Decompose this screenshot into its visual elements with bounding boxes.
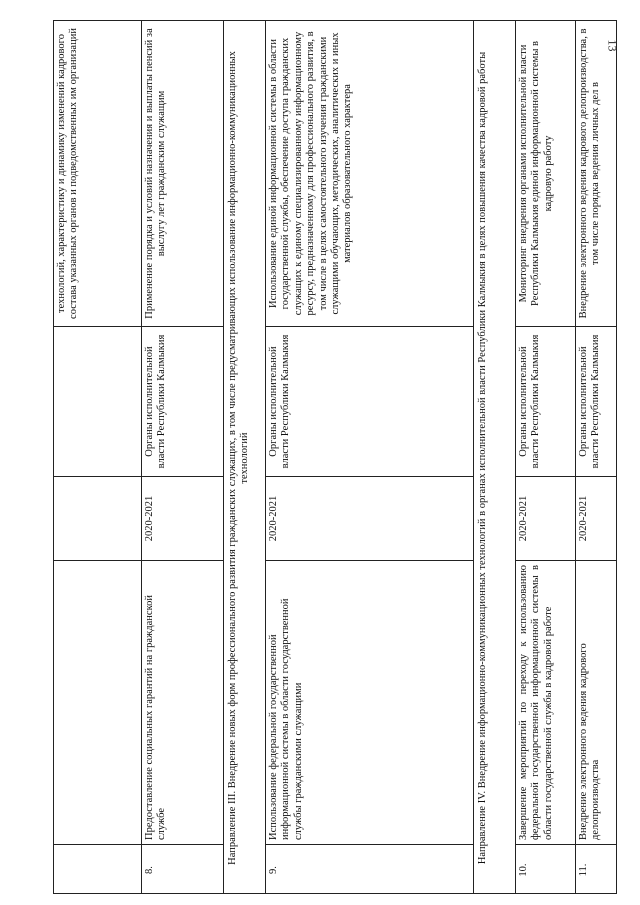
result-text: Использование единой информационной системы в области государственной службы, обеспечение доступа гражданских служащих к единому специализированному информационному ресурсу, предназначенному для профессионального развития, в том числе в целях самостоятельного изучения гражданскими служащими обучающих, методических, аналитических и иных материалов образовательного характера	[266, 21, 473, 327]
section-heading-3: Направление III. Внедрение новых форм профессионального развития гражданских служащих, в том числе предусматривающих использование информационно-коммуникационных технологий	[224, 21, 266, 894]
cell-result: технологий, характеристику и динамику изменений кадрового состава указанных органов и подведомственных им организаций	[54, 21, 141, 327]
table-row-9	[266, 21, 474, 894]
cell-activity	[54, 561, 141, 845]
row-number: 11.	[578, 863, 589, 877]
row-number: 8.	[144, 866, 155, 874]
executor-text: Органы исполнительной власти Республики Калмыкия	[142, 327, 223, 477]
result-text: Мониторинг внедрения органами исполнительной власти Республики Калмыкия единой информационной системы в кадровую работу	[516, 21, 575, 327]
activity-text: Предоставление социальных гарантий на гражданской службе	[142, 561, 223, 845]
activity-text: Завершение мероприятий по переходу к использованию федеральной государственной информационной системы в области государственной службы в кадровой работе	[516, 561, 575, 845]
rotated-table-content	[54, 21, 617, 894]
row-number: 10.	[518, 863, 529, 877]
row-number: 9.	[268, 866, 279, 874]
cell-term	[54, 477, 141, 561]
term-text: 2020-2021	[266, 477, 473, 561]
term-text: 2020-2021	[516, 477, 575, 561]
table-row-8	[142, 21, 224, 894]
cell-executor	[54, 327, 141, 477]
document-table	[53, 20, 617, 894]
table-row-10	[516, 21, 576, 894]
section-heading-4: Направление IV. Внедрение информационно-коммуникационных технологий в органах исполнительной власти Республики Калмыкия в целях повышения качества кадровой работы	[474, 21, 516, 894]
page-number: 13	[605, 39, 620, 52]
term-text: 2020-2021	[576, 477, 617, 561]
executor-text: Органы исполнительной власти Республики Калмыкия	[516, 327, 575, 477]
result-text: Применение порядка и условий назначения и выплаты пенсий за выслугу лет гражданским служащим	[142, 21, 223, 327]
activity-text: Внедрение электронного ведения кадрового делопроизводства	[576, 561, 617, 845]
result-text: Внедрение электронного ведения кадрового делопроизводства, в том числе порядка ведения личных дел в	[576, 21, 617, 327]
cell-number	[54, 845, 141, 894]
table-row-7-continuation	[54, 21, 142, 894]
executor-text: Органы исполнительной власти Республики Калмыкия	[576, 327, 617, 477]
executor-text: Органы исполнительной власти Республики Калмыкия	[266, 327, 473, 477]
activity-text: Использование федеральной государственной информационной системы в области государственной службы гражданскими служащими	[266, 561, 473, 845]
term-text: 2020-2021	[142, 477, 223, 561]
table-row-11	[576, 21, 617, 894]
